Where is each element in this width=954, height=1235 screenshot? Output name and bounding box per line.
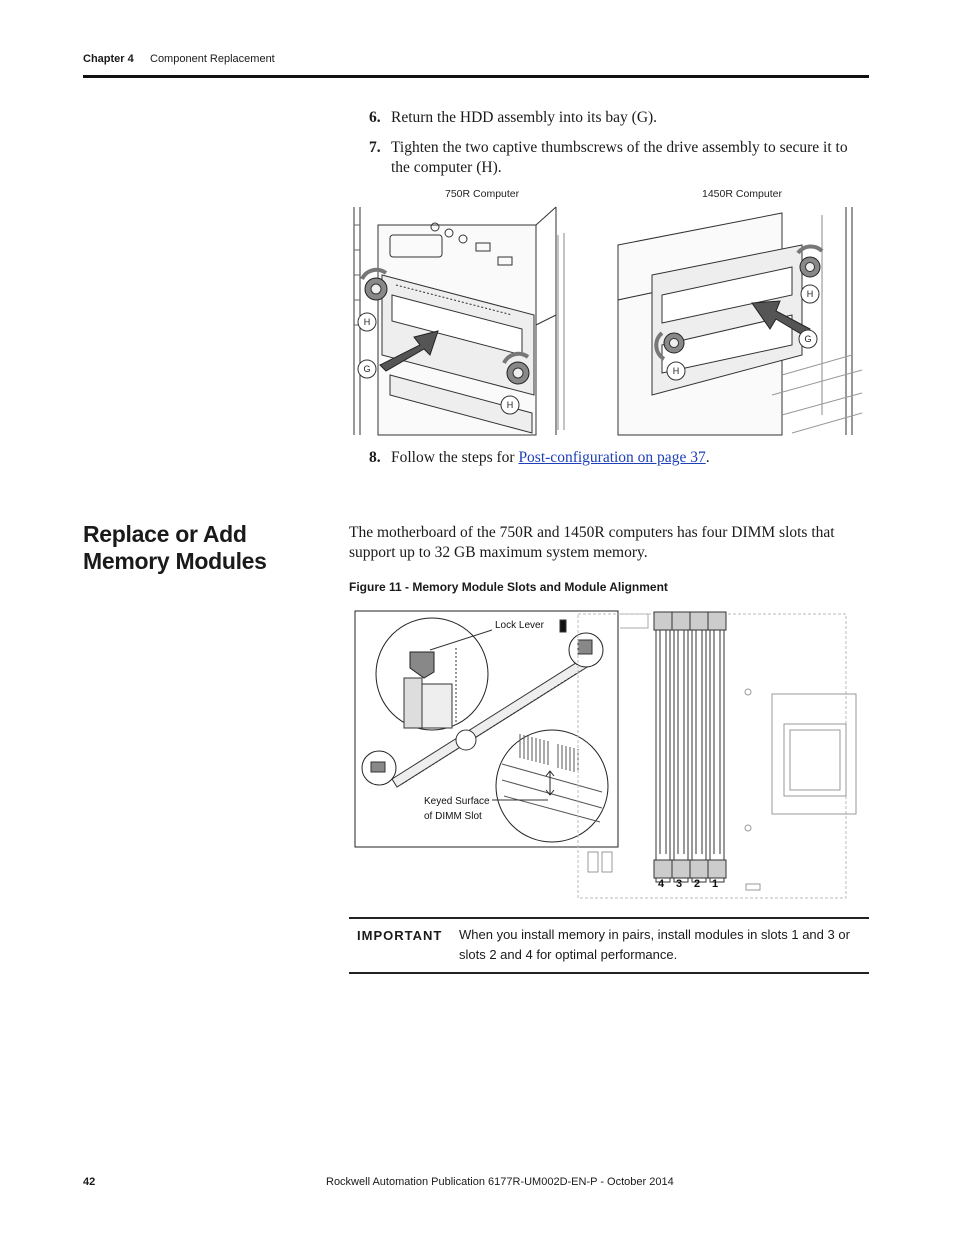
keyed-surface-label: Keyed Surface	[424, 796, 490, 807]
hdd-assembly-illustration	[352, 205, 866, 436]
section-intro: The motherboard of the 750R and 1450R computers has four DIMM slots that support up to 32 GB maximum system memory.	[349, 524, 835, 561]
keyed-surface-label-2: of DIMM Slot	[424, 811, 482, 822]
slot-number-3: 3	[675, 878, 683, 890]
figure-label-750r: 750R Computer	[445, 188, 520, 200]
step-text-suffix: .	[705, 449, 710, 466]
callout-h: H	[506, 400, 514, 410]
chapter-label: Chapter 4	[83, 53, 134, 65]
callout-h: H	[806, 289, 814, 299]
callout-h: H	[363, 317, 371, 327]
step-number: 6.	[369, 109, 381, 126]
step-8	[369, 448, 869, 468]
callout-h: H	[672, 366, 680, 376]
slot-number-2: 2	[693, 878, 701, 890]
callout-g: G	[804, 334, 812, 344]
figure-label-1450r: 1450R Computer	[702, 188, 782, 200]
step-text: Follow the steps for	[391, 449, 519, 466]
step-6	[369, 108, 869, 128]
callout-g: G	[363, 364, 371, 374]
important-text: When you install memory in pairs, install modules in slots 1 and 3 or slots 2 and 4 for optimal performance.	[459, 927, 850, 962]
page-number: 42	[83, 1176, 96, 1188]
important-tag: IMPORTANT	[357, 928, 443, 943]
section-title: Replace or Add Memory Modules	[83, 521, 267, 574]
important-note	[349, 917, 869, 974]
lock-lever-label: Lock Lever	[495, 620, 544, 631]
step-text: Return the HDD assembly into its bay (G).	[391, 109, 658, 126]
slot-number-1: 1	[711, 878, 719, 890]
step-text: Tighten the two captive thumbscrews of the drive assembly to secure it to the computer (H).	[391, 139, 848, 176]
slot-number-4: 4	[657, 878, 665, 890]
step-7	[369, 138, 869, 178]
memory-module-illustration	[352, 604, 866, 900]
page-header	[83, 53, 869, 78]
step-number: 7.	[369, 139, 381, 156]
publication-info: Rockwell Automation Publication 6177R-UM002D-EN-P - October 2014	[326, 1176, 674, 1188]
section-label: Component Replacement	[150, 53, 275, 65]
figure-caption: Figure 11 - Memory Module Slots and Module Alignment	[349, 580, 668, 594]
post-configuration-link[interactable]: Post-configuration on page 37	[518, 449, 706, 466]
step-number: 8.	[369, 449, 381, 466]
